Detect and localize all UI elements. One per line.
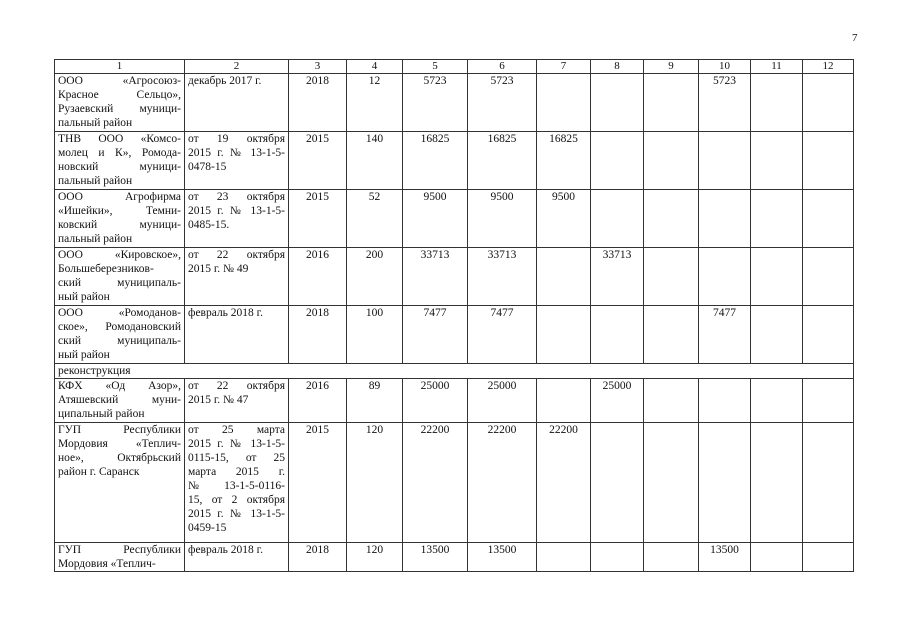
table-cell-col-11 [751,190,803,248]
table-row [55,379,854,423]
cell-line: 2015 г. № 13-1-5- [188,508,285,520]
table-cell-col-5: 5723 [403,74,468,132]
table-cell-col-4: 12 [347,74,403,132]
cell-line: от 25 марта [188,424,285,436]
cell-line: 0459-15 [188,522,227,534]
cell-line: ТНВ ООО «Комсо- [58,133,181,145]
table-cell-col-4: 100 [347,306,403,364]
table-cell-col-7 [537,306,591,364]
table-cell-col-11 [751,423,803,543]
cell-line: ковский муници- [58,219,181,231]
table-cell-col-9 [644,248,699,306]
table-row [55,190,854,248]
cell-line: Красное Сельцо», [58,89,181,101]
header-row [55,60,854,74]
table-cell-col-7: 9500 [537,190,591,248]
data-table [54,59,854,572]
table-cell-col-12 [803,379,854,423]
table-cell-col-8 [591,543,644,572]
column-header-1: 1 [55,60,185,74]
table-cell-col-9 [644,132,699,190]
table-cell-col-6: 25000 [468,379,537,423]
table-cell-col-11 [751,248,803,306]
cell-line: ципальный район [58,408,145,420]
table-cell-col-1 [55,306,185,364]
table-cell-col-12 [803,74,854,132]
table-row [55,423,854,543]
table-cell-col-4: 200 [347,248,403,306]
cell-line: пальный район [58,117,133,129]
cell-line: «Ишейки», Темни- [58,205,181,217]
table-cell-col-6: 22200 [468,423,537,543]
cell-line: район г. Саранск [58,466,140,478]
table-cell-col-11 [751,306,803,364]
table-cell-col-8 [591,190,644,248]
table-cell-col-6: 7477 [468,306,537,364]
column-header-6: 6 [468,60,537,74]
table-cell-col-9 [644,543,699,572]
table-cell-col-9 [644,306,699,364]
table-cell-col-10: 7477 [699,306,751,364]
cell-line: ский муниципаль- [58,277,181,289]
table-body [55,74,854,572]
table-cell-col-8 [591,132,644,190]
table-cell-col-4: 52 [347,190,403,248]
cell-line: 15, от 2 октября [188,494,285,506]
table-cell-col-5: 25000 [403,379,468,423]
table-cell-col-12 [803,543,854,572]
table-cell-col-5: 16825 [403,132,468,190]
table-cell-col-4: 89 [347,379,403,423]
table-cell-col-3: 2018 [289,74,347,132]
cell-line: февраль 2018 г. [188,544,263,556]
cell-line: Атяшевский муни- [58,394,181,406]
cell-line: КФХ «Од Азор», [58,380,181,392]
cell-line: ООО «Кировское», [58,249,181,261]
table-cell-col-6: 13500 [468,543,537,572]
cell-line: новский муници- [58,161,181,173]
table-cell-col-11 [751,132,803,190]
section-label: реконструкция [55,364,854,379]
table-cell-col-9 [644,423,699,543]
table-row [55,543,854,572]
column-header-7: 7 [537,60,591,74]
table-cell-col-8 [591,74,644,132]
cell-line: ООО «Ромоданов- [58,307,181,319]
table-cell-col-6: 33713 [468,248,537,306]
column-header-8: 8 [591,60,644,74]
table-cell-col-1 [55,379,185,423]
table-cell-col-10: 5723 [699,74,751,132]
table-cell-col-1 [55,423,185,543]
table-cell-col-4: 120 [347,543,403,572]
cell-line: ный район [58,349,110,361]
table-cell-col-11 [751,379,803,423]
cell-line: ООО Агрофирма [58,191,181,203]
cell-line: ГУП Республики [58,424,181,436]
cell-line: от 22 октября [188,249,285,261]
table-row [55,132,854,190]
section-row [55,364,854,379]
table-cell-col-3: 2016 [289,248,347,306]
table-cell-col-12 [803,306,854,364]
table-cell-col-5: 9500 [403,190,468,248]
table-cell-col-3: 2015 [289,132,347,190]
table-cell-col-9 [644,379,699,423]
cell-line: ское», Ромодановский [58,321,181,333]
table-cell-col-3: 2015 [289,423,347,543]
page-number: 7 [852,32,858,44]
table-cell-col-7: 16825 [537,132,591,190]
cell-line: Рузаевский муници- [58,103,181,115]
cell-line: ГУП Республики [58,544,181,556]
table-cell-col-2 [185,190,289,248]
table-cell-col-6: 9500 [468,190,537,248]
table-cell-col-2 [185,74,289,132]
table-cell-col-2 [185,306,289,364]
table-cell-col-1 [55,190,185,248]
cell-line: ное», Октябрьский [58,452,181,464]
table-cell-col-5: 33713 [403,248,468,306]
column-header-4: 4 [347,60,403,74]
table-cell-col-1 [55,543,185,572]
cell-line: 2015 г. № 13-1-5- [188,147,285,159]
table-cell-col-12 [803,423,854,543]
table-cell-col-7 [537,543,591,572]
table-cell-col-7 [537,379,591,423]
table-cell-col-3: 2016 [289,379,347,423]
table-cell-col-3: 2018 [289,543,347,572]
cell-line: 0115-15, от 25 [188,452,285,464]
table-cell-col-4: 120 [347,423,403,543]
table-cell-col-1 [55,74,185,132]
cell-line: от 23 октября [188,191,285,203]
cell-line: 2015 г. № 13-1-5- [188,438,285,450]
cell-line: от 22 октября [188,380,285,392]
cell-line: 2015 г. № 13-1-5- [188,205,285,217]
table-cell-col-1 [55,248,185,306]
cell-line: декабрь 2017 г. [188,75,262,87]
table-cell-col-5: 7477 [403,306,468,364]
table-cell-col-2 [185,248,289,306]
table-cell-col-7 [537,248,591,306]
table-cell-col-9 [644,190,699,248]
table-row [55,248,854,306]
cell-line: 2015 г. № 49 [188,263,249,275]
table-cell-col-2 [185,423,289,543]
table-cell-col-1 [55,132,185,190]
table-cell-col-8: 33713 [591,248,644,306]
table-cell-col-3: 2018 [289,306,347,364]
column-header-12: 12 [803,60,854,74]
table-cell-col-5: 13500 [403,543,468,572]
column-header-3: 3 [289,60,347,74]
column-header-11: 11 [751,60,803,74]
column-header-2: 2 [185,60,289,74]
cell-line: Мордовия «Теплич- [58,558,156,570]
cell-line: ный район [58,291,110,303]
table-cell-col-10 [699,248,751,306]
cell-line: Большеберезников- [58,263,154,275]
table-cell-col-10 [699,190,751,248]
table-cell-col-9 [644,74,699,132]
cell-line: пальный район [58,233,133,245]
cell-line: 0478-15 [188,161,227,173]
table-cell-col-10: 13500 [699,543,751,572]
cell-line: 0485-15. [188,219,230,231]
cell-line: ООО «Агросоюз- [58,75,181,87]
table-cell-col-2 [185,132,289,190]
cell-line: молец и К», Ромода- [58,147,181,159]
table-cell-col-6: 16825 [468,132,537,190]
table-cell-col-10 [699,132,751,190]
table-cell-col-8 [591,306,644,364]
table-cell-col-11 [751,543,803,572]
cell-line: от 19 октября [188,133,285,145]
table-cell-col-12 [803,132,854,190]
table-cell-col-2 [185,379,289,423]
table-cell-col-10 [699,379,751,423]
table-cell-col-12 [803,190,854,248]
table-cell-col-8 [591,423,644,543]
cell-line: № 13-1-5-0116- [188,480,285,492]
column-header-10: 10 [699,60,751,74]
table-cell-col-8: 25000 [591,379,644,423]
table-cell-col-7 [537,74,591,132]
table-cell-col-2 [185,543,289,572]
table-cell-col-12 [803,248,854,306]
cell-line: марта 2015 г. [188,466,285,478]
table-cell-col-7: 22200 [537,423,591,543]
table-row [55,74,854,132]
table-cell-col-6: 5723 [468,74,537,132]
table-cell-col-3: 2015 [289,190,347,248]
cell-line: пальный район [58,175,133,187]
cell-line: Мордовия «Теплич- [58,438,181,450]
table-cell-col-10 [699,423,751,543]
cell-line: 2015 г. № 47 [188,394,249,406]
table-cell-col-4: 140 [347,132,403,190]
table-cell-col-5: 22200 [403,423,468,543]
column-header-9: 9 [644,60,699,74]
column-header-5: 5 [403,60,468,74]
cell-line: февраль 2018 г. [188,307,263,319]
cell-line: ский муниципаль- [58,335,181,347]
table-row [55,306,854,364]
table-cell-col-11 [751,74,803,132]
